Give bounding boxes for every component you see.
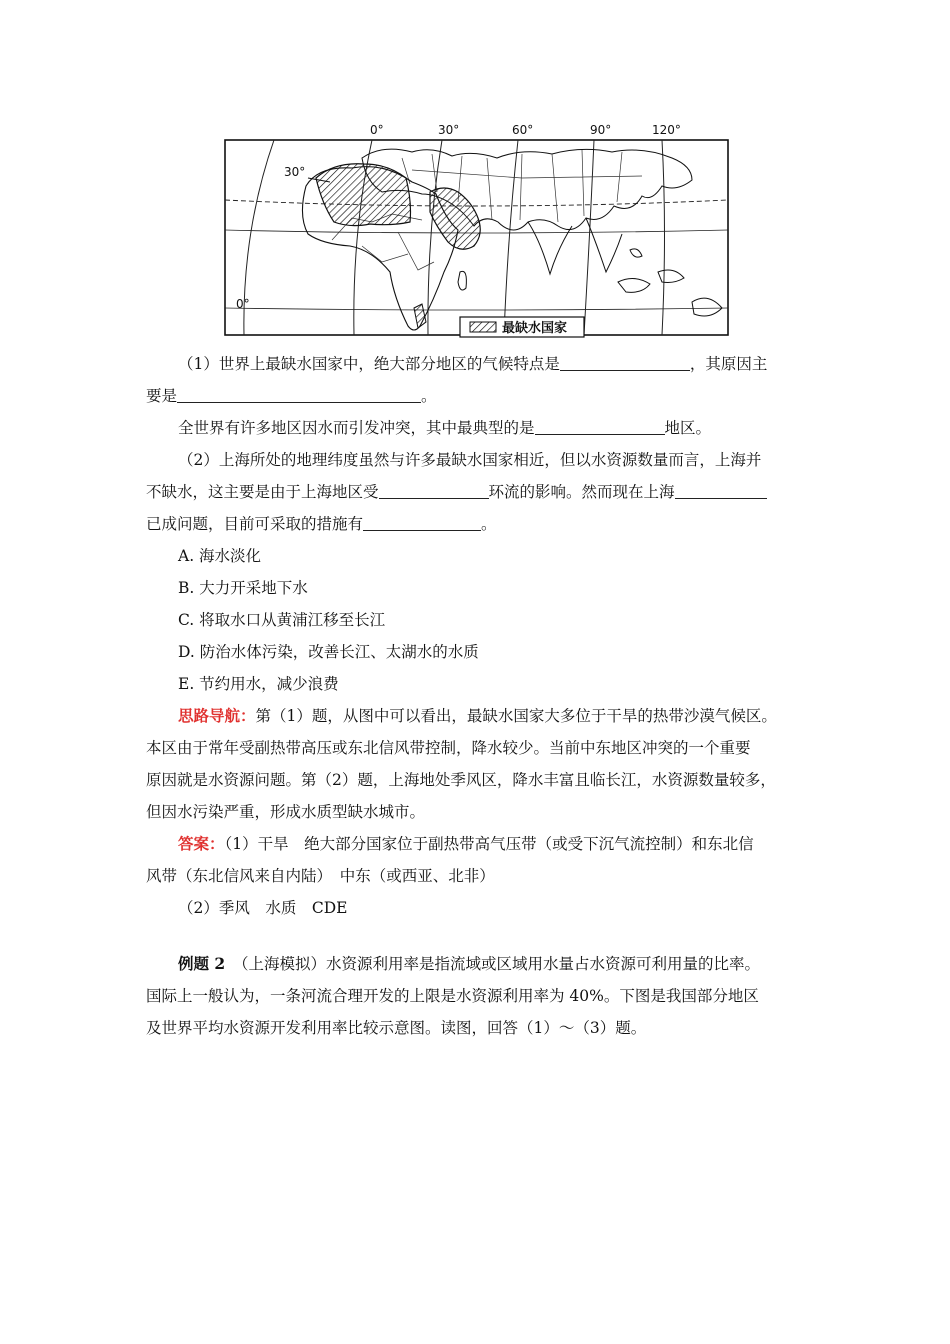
analysis-line-4: 但因水污染严重，形成水质型缺水城市。 — [146, 803, 426, 821]
example2-line-1 — [146, 954, 842, 974]
q1-text-d: 。 — [421, 387, 437, 405]
option-b: B. 大力开采地下水 — [178, 579, 308, 597]
example2-text-1: （上海模拟）水资源利用率是指流域或区域用水量占水资源可利用量的比率。 — [225, 955, 760, 973]
lon-label-0: 0° — [370, 123, 384, 137]
q2-text-a: 不缺水，这主要是由于上海地区受 — [146, 483, 379, 501]
q2-blank-problem[interactable] — [675, 484, 767, 499]
lon-label-90: 90° — [590, 123, 612, 137]
analysis-line-2: 本区由于常年受副热带高压或东北信风带控制，降水较少。当前中东地区冲突的一个重要 — [146, 739, 751, 757]
q1-text-f: 地区。 — [664, 419, 712, 437]
answer-line-3: （2）季风 水质 CDE — [178, 899, 348, 917]
q2-line-2 — [146, 482, 810, 502]
q1-text-a: （1）世界上最缺水国家中，绝大部分地区的气候特点是 — [178, 355, 560, 373]
analysis-line-1 — [146, 706, 842, 726]
answer-label: 答案： — [178, 834, 225, 853]
lon-label-30: 30° — [438, 123, 460, 137]
q2-blank-measures[interactable] — [363, 516, 481, 531]
q2-blank-circulation[interactable] — [379, 484, 489, 499]
lat-label-30: 30° — [284, 165, 306, 179]
q1-text-c: 要是 — [146, 387, 178, 405]
legend-hatch-swatch — [470, 322, 496, 332]
example2-line-2: 国际上一般认为，一条河流合理开发的上限是水资源利用率为 40%。下图是我国部分地区 — [146, 987, 759, 1005]
q2-text-d: 。 — [481, 515, 497, 533]
q2-text-c: 已成问题，目前可采取的措施有 — [146, 515, 364, 533]
answer-line-2: 风带（东北信风来自内陆） 中东（或西亚、北非） — [146, 867, 495, 885]
lat-label-0: 0° — [236, 297, 250, 311]
q2-text-b: 环流的影响。然而现在上海 — [488, 483, 675, 501]
q1-line-3 — [146, 418, 842, 438]
answer-text-1: （1）干旱 绝大部分国家位于副热带高气压带（或受下沉气流控制）和东北信 — [224, 835, 754, 853]
q2-line-1: （2）上海所处的地理纬度虽然与许多最缺水国家相近，但以水资源数量而言，上海并 — [178, 451, 762, 469]
lon-label-120: 120° — [652, 123, 681, 137]
hatched-region-arabia — [430, 188, 480, 249]
option-d: D. 防治水体污染，改善长江、太湖水的水质 — [178, 643, 479, 661]
answer-line-1 — [146, 834, 842, 854]
q1-blank-reason[interactable] — [177, 388, 421, 403]
q1-text-e: 全世界有许多地区因水而引发冲突，其中最典型的是 — [178, 419, 535, 437]
q1-line-1 — [146, 354, 842, 374]
q1-text-b: ，其原因主 — [689, 355, 768, 373]
legend-label: 最缺水国家 — [502, 321, 568, 336]
analysis-label: 思路导航： — [178, 706, 256, 725]
option-e: E. 节约用水，减少浪费 — [178, 675, 339, 693]
example2-line-3: 及世界平均水资源开发利用率比较示意图。读图，回答（1）～（3）题。 — [146, 1019, 647, 1037]
hatched-region-north-africa — [316, 164, 411, 226]
lon-label-60: 60° — [512, 123, 534, 137]
option-c: C. 将取水口从黄浦江移至长江 — [178, 611, 386, 629]
water-scarcity-map — [222, 122, 732, 338]
option-a: A. 海水淡化 — [178, 547, 262, 565]
q1-blank-region[interactable] — [535, 420, 665, 435]
q1-blank-climate[interactable] — [560, 356, 690, 371]
q1-line-2 — [146, 386, 810, 406]
example2-label: 例题 2 — [178, 954, 226, 973]
analysis-text-1: 第（1）题，从图中可以看出，最缺水国家大多位于干旱的热带沙漠气候区。 — [255, 707, 777, 725]
q2-line-3 — [146, 514, 810, 534]
analysis-line-3: 原因就是水资源问题。第（2）题，上海地处季风区，降水丰富且临长江，水资源数量较多， — [146, 771, 776, 789]
